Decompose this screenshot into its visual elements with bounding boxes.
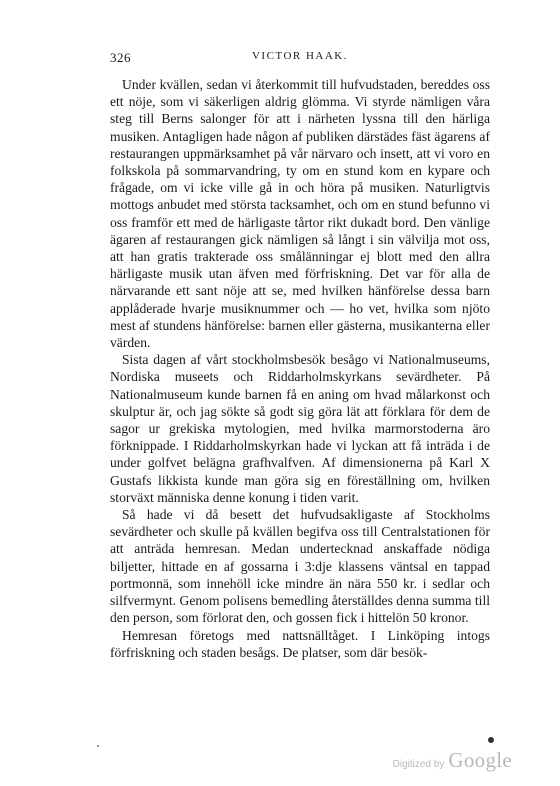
paragraph-2: Sista dagen af vårt stockholmsbesök besågo vi Nationalmuseums, Nordiska museets och Riddarholmskyrkans sevärdheter. På Nationalmuseum kunde barnen få en aning om hvad målarkonst och skulptur är, och jag sökte så godt sig göra lät att förklara för dem de sagor ur grekiska mytologien, med hvilka marmorstoderna äro förknippade. I Riddarholmskyrkan hade vi lyckan att få inträda i de under golfvet belägna grafhvalfven. Af dimensionerna på Karl X Gustafs likkista kunde man göra sig en föreställning om, hvilken storväxt människa denne konung i tiden varit.: [110, 352, 490, 505]
watermark-digitized-text: Digitized by: [392, 759, 445, 770]
running-head: VICTOR HAAK.: [251, 50, 349, 62]
page-number: 326: [110, 50, 131, 65]
paragraph-3: Så hade vi då besett det hufvudsakligaste af Stockholms sevärdheter och skulle på kvällen begifva oss till Centralstationen för att anträda hemresan. Medan undertecknad anskaffade nödiga biljetter, hittade en af gossarna i 3:dje klassens väntsal en tappad portmonnä, som innehöll icke mindre än nära 550 kr. i sedlar och silfvermynt. Genom polisens bemedling återställdes denna summa till den person, som förlorat den, och gossen fick i hittelön 50 kronor.: [110, 507, 490, 626]
print-dot: [488, 737, 494, 743]
paragraph-1: Under kvällen, sedan vi återkommit till hufvudstaden, bereddes oss ett nöje, som vi säkerligen aldrig glömma. Vi styrde nämligen våra steg till Berns salonger för att i närheten lyssna till den härliga musiken. Antagligen hade någon af publiken därstädes fäst ägarens af restaurangen uppmärksamhet på vår närvaro och insett, att vi voro en folkskola på sommarvandring, ty om en stund kom en kypare och frågade, om vi icke ville gå in och höra på musiken. Naturligtvis mottogs anbudet med största tacksamhet, och om en stund befunno vi oss framför ett med de härligaste tårtor rikt dukadt bord. Den vänlige ägaren af restaurangen gick nämligen så långt i sin välvilja mot oss, att han gratis trakterade oss smålänningar ej blott med den allra härligaste musik utan äfven med förfriskning. Det var för alla de närvarande ett sant nöje att se, med hvilken hänförelse dessa barn applåderade hvarje musiknummer och — ho vet, hvilka som njöto mest af stundens hänförelse: barnen eller gästerna, musikanterna eller värden.: [110, 77, 490, 351]
print-speck: [97, 745, 99, 747]
page-header: [110, 50, 490, 66]
body-text: [110, 76, 490, 661]
google-watermark: [393, 748, 512, 773]
google-logo: Google: [448, 748, 512, 772]
paragraph-4: Hemresan företogs med nattsnälltåget. I Linköping intogs förfriskning och staden besågs. De platser, som där besök-: [110, 627, 490, 660]
